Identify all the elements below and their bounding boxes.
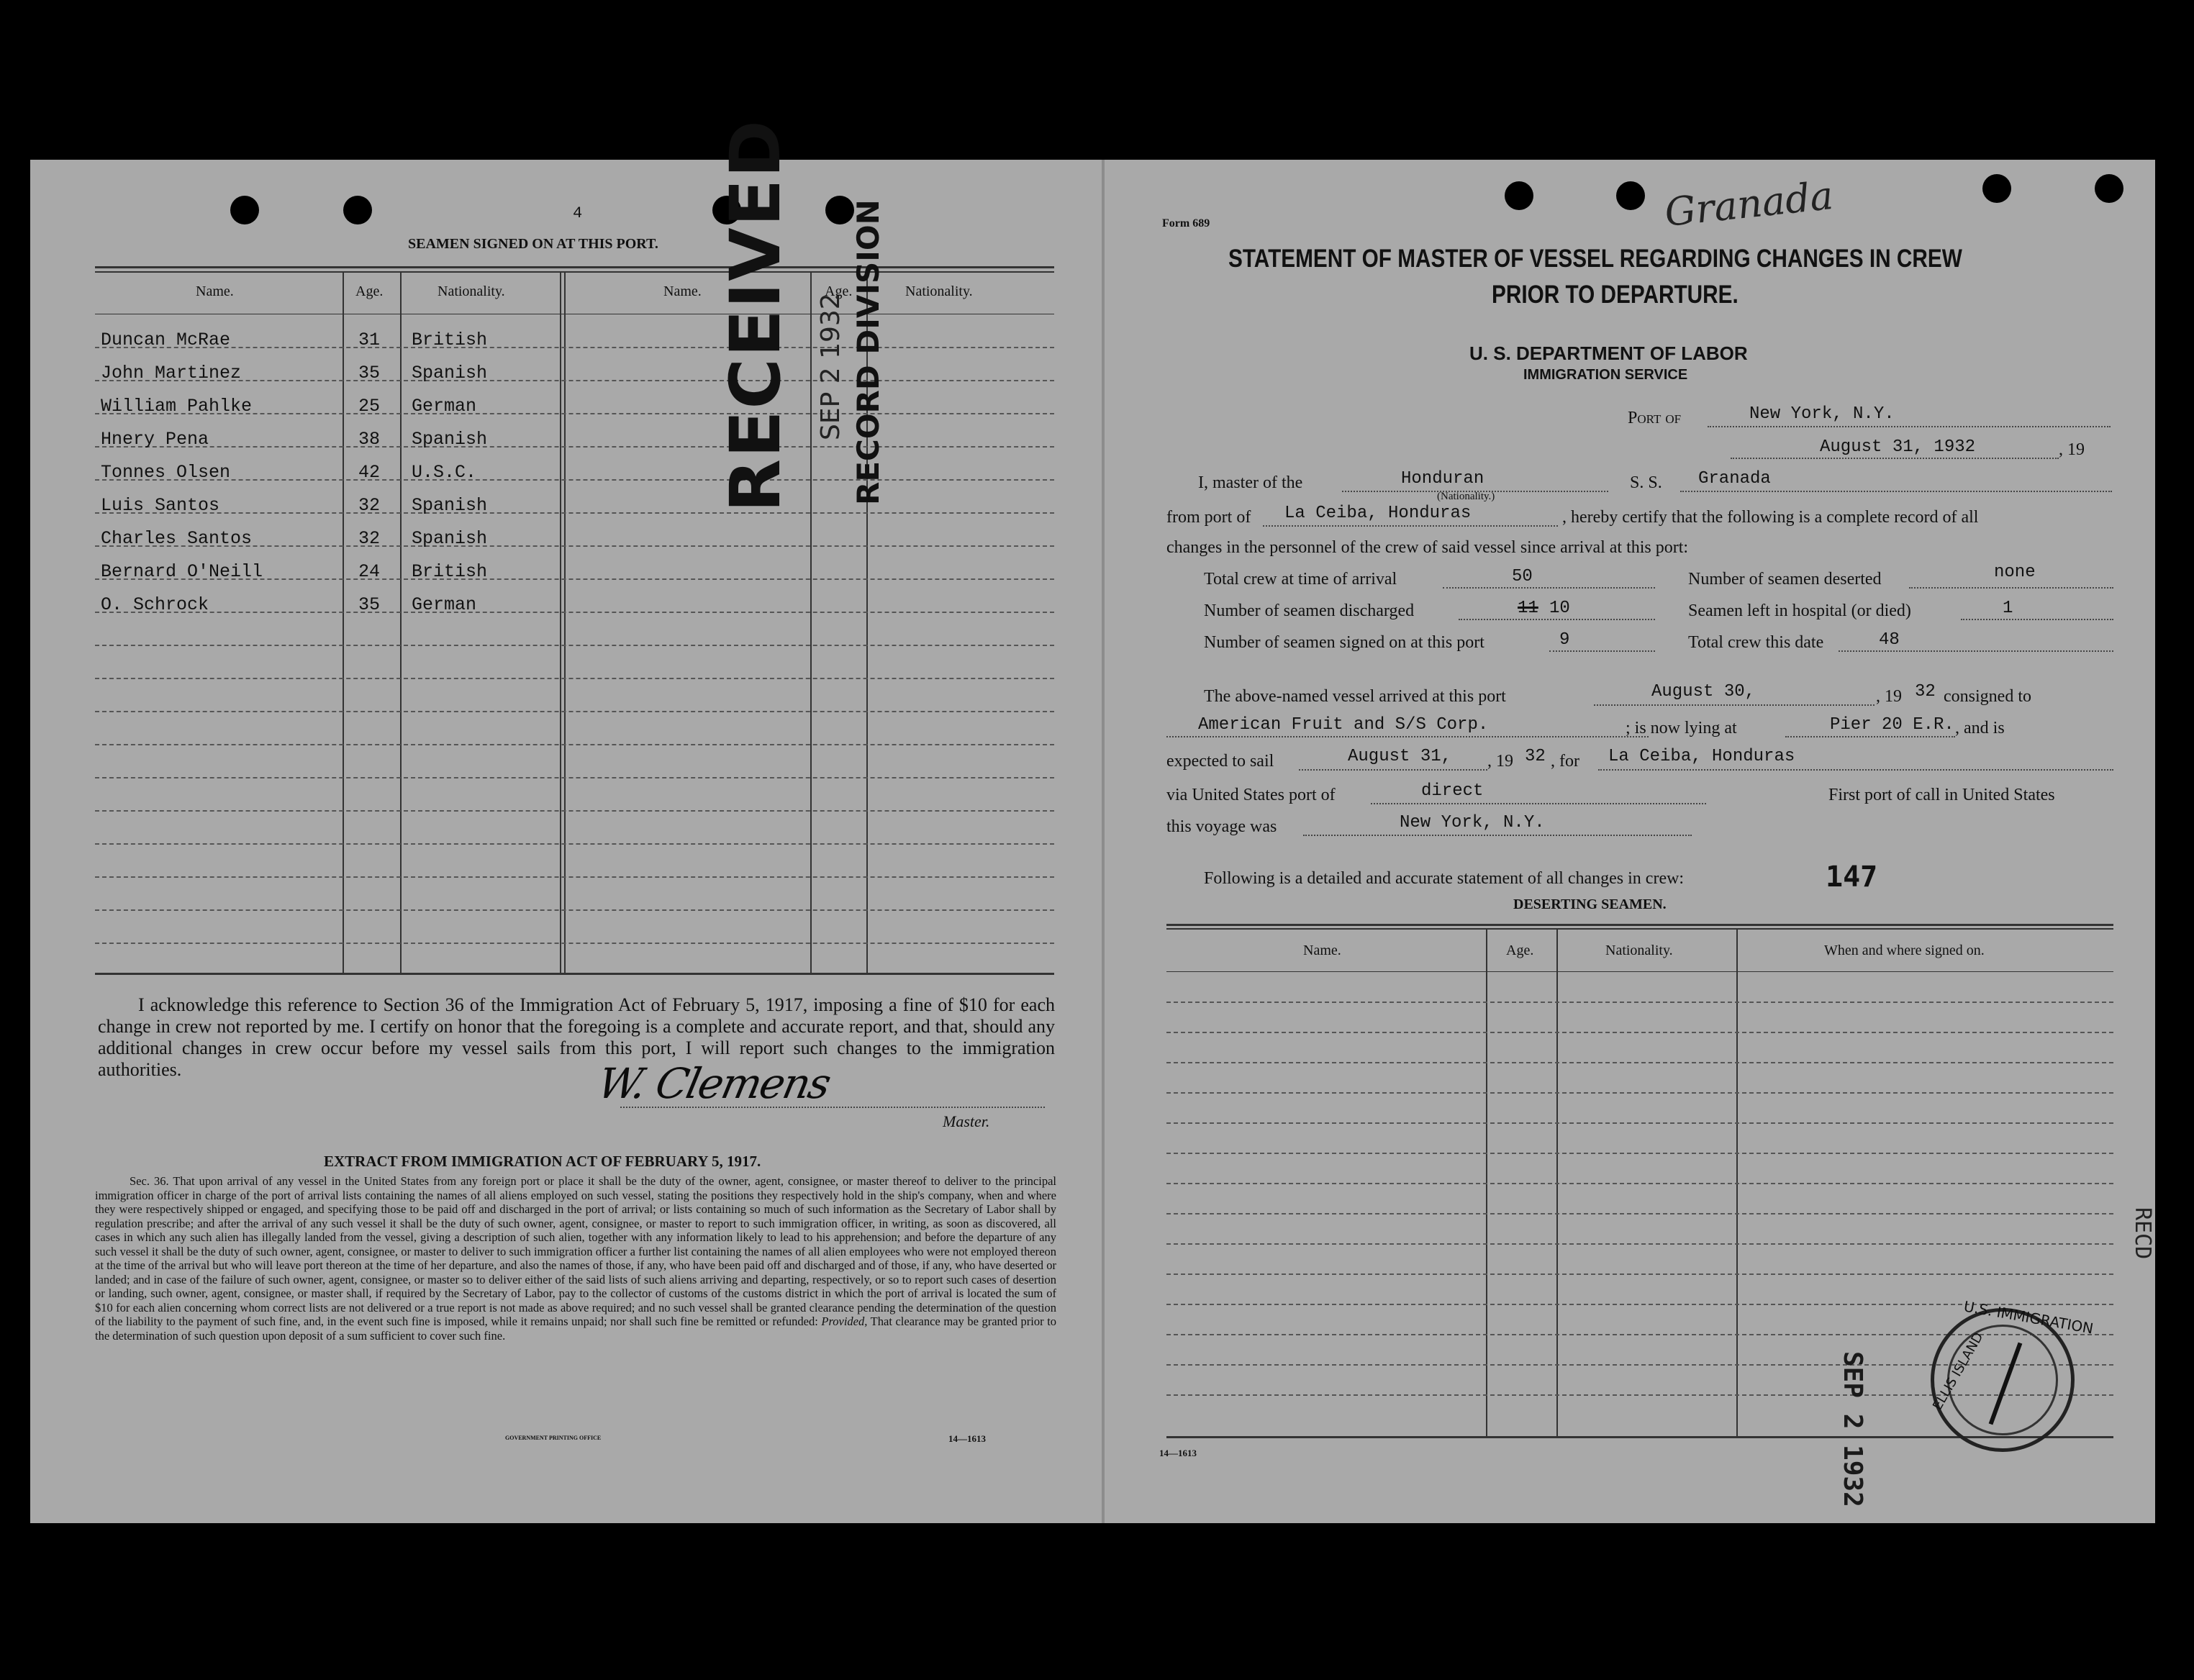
- column-header-age: Age.: [355, 283, 384, 299]
- seaman-name: Bernard O'Neill: [101, 561, 263, 582]
- seaman-name: Tonnes Olsen: [101, 462, 231, 483]
- seaman-age: 35: [358, 594, 381, 615]
- printer-mark: GOVERNMENT PRINTING OFFICE: [505, 1435, 602, 1441]
- total-crew-date-label: Total crew this date: [1688, 633, 1824, 652]
- for-label: , for: [1551, 752, 1579, 771]
- row-rule: [1166, 1092, 2113, 1094]
- punch-hole: [1505, 181, 1533, 210]
- ship-name: Granada: [1698, 469, 1771, 489]
- deserting-table-top-rule: [1166, 924, 2113, 926]
- row-rule: [1166, 1243, 2113, 1245]
- department-name: U. S. DEPARTMENT OF LABOR: [1469, 342, 1748, 364]
- signed-on-value: 9: [1559, 630, 1570, 650]
- seaman-age: 32: [358, 495, 381, 516]
- column-divider: [810, 271, 812, 973]
- seaman-age: 32: [358, 528, 381, 549]
- expected-label: expected to sail: [1166, 752, 1274, 771]
- column-header-nationality: Nationality.: [438, 283, 505, 299]
- voyage-line: [1303, 835, 1692, 836]
- row-rule: [95, 512, 1054, 514]
- destination: La Ceiba, Honduras: [1608, 747, 1795, 766]
- total-crew-date-value: 48: [1879, 630, 1900, 650]
- punch-hole: [230, 196, 259, 224]
- signed-on-line: [1549, 650, 1655, 652]
- column-header-name: Name.: [196, 283, 234, 299]
- seaman-name: John Martinez: [101, 363, 242, 383]
- arrival-date-line: [1594, 704, 1875, 706]
- seamen-signed-title: SEAMEN SIGNED ON AT THIS PORT.: [408, 236, 658, 252]
- discharged-label: Number of seamen discharged: [1204, 601, 1415, 620]
- hospital-label: Seamen left in hospital (or died): [1688, 601, 1911, 620]
- discharged-struck-value: 11: [1518, 599, 1538, 618]
- via-line: [1371, 803, 1706, 804]
- column-divider: [564, 271, 566, 973]
- row-rule: [1166, 1122, 2113, 1125]
- column-header-age: Age.: [825, 283, 853, 299]
- form-title-line2: PRIOR TO DEPARTURE.: [1492, 281, 1739, 309]
- lying-label: ; is now lying at: [1626, 719, 1737, 737]
- extract-proviso: That clearance may be granted prior to the determination of such question upon deposit of a sum sufficient to cover such fine.: [95, 1315, 1057, 1343]
- deserting-column-nationality: Nationality.: [1605, 943, 1673, 958]
- deserting-column-name: Name.: [1303, 943, 1341, 958]
- seaman-nationality: German: [412, 594, 477, 615]
- master-of-label: I, master of the: [1198, 473, 1303, 492]
- pier-line: [1785, 736, 1955, 737]
- changes-text: changes in the personnel of the crew of said vessel since arrival at this port:: [1166, 538, 1689, 557]
- service-name: IMMIGRATION SERVICE: [1523, 367, 1688, 383]
- signature-line: [620, 1107, 1045, 1108]
- discharged-value: 10: [1549, 599, 1570, 618]
- row-rule: [95, 645, 1054, 647]
- seaman-name: Duncan McRae: [101, 330, 231, 350]
- deserted-line: [1909, 587, 2113, 589]
- voyage-value: New York, N.Y.: [1400, 813, 1545, 832]
- deserted-value: none: [1994, 563, 2036, 582]
- stamp-inner-ring: [1947, 1325, 2058, 1435]
- record-division-stamp: RECORD DIVISION: [851, 199, 886, 505]
- deserting-table-top-rule: [1166, 928, 2113, 930]
- consigned-label: consigned to: [1944, 687, 2031, 706]
- extract-title: EXTRACT FROM IMMIGRATION ACT OF FEBRUARY 5, 1917.: [324, 1153, 761, 1170]
- and-is-text: , and is: [1955, 719, 2005, 737]
- destination-line: [1598, 769, 2113, 771]
- seaman-age: 24: [358, 561, 381, 582]
- date-line: [1731, 458, 2059, 459]
- immigration-circle-stamp: [1930, 1297, 2095, 1452]
- column-divider: [1556, 928, 1558, 1436]
- seaman-name: Hnery Pena: [101, 429, 209, 450]
- arrival-year: 32: [1915, 682, 1936, 701]
- port-line: [1708, 426, 2111, 427]
- row-rule: [1166, 1153, 2113, 1155]
- seaman-name: Charles Santos: [101, 528, 253, 549]
- nationality-value: Honduran: [1401, 469, 1484, 489]
- from-port-line: [1263, 525, 1558, 527]
- row-rule: [1166, 1213, 2113, 1215]
- seaman-nationality: U.S.C.: [412, 462, 477, 483]
- row-rule: [95, 711, 1054, 713]
- from-port-label: from port of: [1166, 508, 1251, 527]
- row-rule: [1166, 1062, 2113, 1064]
- via-value: direct: [1421, 781, 1484, 801]
- received-stamp-date: SEP 2 1932: [816, 293, 846, 440]
- form-number: Form 689: [1162, 217, 1210, 230]
- seaman-nationality: Spanish: [412, 495, 488, 516]
- punch-hole: [343, 196, 372, 224]
- sail-year-prefix: , 19: [1487, 752, 1513, 771]
- seaman-age: 35: [358, 363, 381, 383]
- sail-date-line: [1299, 769, 1487, 771]
- table-top-rule: [95, 271, 1054, 273]
- table-bottom-rule: [95, 973, 1054, 975]
- row-rule: [1166, 1002, 2113, 1004]
- arrival-date: August 30,: [1651, 682, 1756, 701]
- row-rule: [95, 744, 1054, 746]
- pier: Pier 20 E.R.: [1830, 715, 1954, 735]
- extract-text: [95, 1174, 1056, 1343]
- row-rule: [95, 479, 1054, 481]
- deserted-label: Number of seamen deserted: [1688, 570, 1882, 589]
- extract-proviso-lead: Provided,: [821, 1315, 868, 1328]
- arrival-year-prefix: , 19: [1876, 687, 1902, 706]
- column-divider: [1736, 928, 1738, 1436]
- seaman-nationality: German: [412, 396, 477, 417]
- ship-name-line: [1680, 491, 2112, 492]
- row-rule: [95, 810, 1054, 812]
- date-value: August 31, 1932: [1820, 437, 1976, 457]
- seaman-nationality: Spanish: [412, 363, 488, 383]
- margin-received-stamp: RECD: [2130, 1207, 2155, 1260]
- punch-hole: [825, 196, 854, 224]
- total-crew-arrival-value: 50: [1512, 567, 1533, 586]
- received-stamp: RECEIVED: [715, 119, 796, 512]
- row-rule: [1166, 1273, 2113, 1276]
- seaman-age: 31: [358, 330, 381, 350]
- sail-year: 32: [1525, 747, 1546, 766]
- arrival-text: The above-named vessel arrived at this port: [1204, 687, 1506, 706]
- column-divider: [400, 271, 402, 973]
- master-label: Master.: [943, 1112, 990, 1130]
- row-rule: [95, 943, 1054, 945]
- stamp-bottom-text: ELLIS ISLAND: [1930, 1330, 1987, 1413]
- from-port-value: La Ceiba, Honduras: [1284, 504, 1472, 523]
- seaman-nationality: British: [412, 561, 488, 582]
- voyage-label: this voyage was: [1166, 817, 1277, 836]
- signed-on-label: Number of seamen signed on at this port: [1204, 633, 1484, 652]
- form-code: 14—1613: [948, 1433, 986, 1444]
- seaman-nationality: Spanish: [412, 429, 488, 450]
- ss-label: S. S.: [1630, 473, 1662, 492]
- date-suffix: , 19: [2059, 440, 2085, 459]
- seaman-name: Luis Santos: [101, 495, 220, 516]
- following-text: Following is a detailed and accurate statement of all changes in crew:: [1204, 869, 1685, 888]
- first-port-label: First port of call in United States: [1828, 786, 2055, 804]
- seaman-name: William Pahlke: [101, 396, 253, 417]
- row-rule: [95, 843, 1054, 845]
- deserting-column-when-where: When and where signed on.: [1824, 943, 1985, 958]
- deserting-seamen-title: DESERTING SEAMEN.: [1513, 896, 1667, 912]
- row-rule: [95, 446, 1054, 448]
- total-crew-date-line: [1839, 650, 2113, 652]
- nationality-caption: (Nationality.): [1437, 491, 1495, 502]
- seaman-age: 25: [358, 396, 381, 417]
- row-rule: [95, 876, 1054, 878]
- row-rule: [95, 909, 1054, 912]
- hospital-value: 1: [2003, 599, 2013, 618]
- column-header-nationality: Nationality.: [905, 283, 973, 299]
- column-divider: [560, 271, 561, 973]
- via-label: via United States port of: [1166, 786, 1336, 804]
- seaman-age: 42: [358, 462, 381, 483]
- punch-hole: [1616, 181, 1645, 210]
- sail-date: August 31,: [1348, 747, 1452, 766]
- consignee-line: [1166, 736, 1649, 737]
- row-rule: [95, 777, 1054, 779]
- row-rule: [95, 678, 1054, 680]
- seaman-age: 38: [358, 429, 381, 450]
- seaman-nationality: Spanish: [412, 528, 488, 549]
- consignee: American Fruit and S/S Corp.: [1198, 715, 1489, 735]
- row-rule: [95, 347, 1054, 349]
- total-crew-arrival-line: [1443, 587, 1655, 589]
- row-rule: [1166, 1032, 2113, 1034]
- certify-text: , hereby certify that the following is a complete record of all: [1562, 508, 1979, 527]
- punch-hole: [1982, 174, 2011, 203]
- right-page: [1105, 160, 2155, 1523]
- row-rule: [95, 612, 1054, 614]
- table-top-rule: [95, 266, 1054, 268]
- header-rule: [1166, 971, 2113, 972]
- master-signature: W. Clemens: [593, 1059, 835, 1108]
- row-rule: [1166, 1183, 2113, 1185]
- received-date-stamp: SEP 2 1932: [1838, 1351, 1867, 1507]
- extract-body: Sec. 36. That upon arrival of any vessel in the United States from any foreign port or place it shall be the duty of the owner, agent, consignee, or master thereof to deliver to the principal immigration officer in charge of the port of arrival lists containing the names of all aliens employed on such vessel, stating the positions they respectively hold in the ship's company, when and where they were respectively shipped or engaged, and specifying those to be paid off and discharged in the port of arrival; or lists containing so much of such information as the Secretary of Labor shall by regulation prescribe; and after the arrival of any such vessel it shall be the duty of such owner, agent, consignee, or master to report to such immigration officer, in writing, as soon as discovered, all cases in which any such alien has illegally landed from the vessel, giving a description of such alien, together with any information likely to lead to his apprehension; and before the departure of any such vessel it shall be the duty of such owner, agent, consignee, or master to deliver to such immigration officer a further list containing the names of all alien employees who were not employed thereon at the time of the arrival but who will leave port thereon at the time of her departure, and also the names of those, if any, who have been paid off and discharged and of those, if any, who have deserted or landed; and in case of the failure of such owner, agent, consignee, or master so to deliver either of the said lists of such aliens arriving and departing, respectively, or so to report such cases of desertion or landing, such owner, agent, consignee, or master shall, if required by the Secretary of Labor, pay to the collector of customs of the customs district in which the port of arrival is located the sum of $10 for each alien concerning whom correct lists are not delivered or a true report is not made as above required; and no such vessel shall be granted clearance pending the determination of the question of the liability to the payment of such fine, and, in the event such fine is imposed, while it remains unpaid; nor shall such fine be remitted or refunded:: [95, 1174, 1056, 1328]
- handwritten-ship-note: Granada: [1662, 172, 1836, 236]
- form-code: 14—1613: [1159, 1448, 1197, 1458]
- form-title-line1: STATEMENT OF MASTER OF VESSEL REGARDING CHANGES IN CREW: [1228, 245, 1962, 273]
- seaman-nationality: British: [412, 330, 488, 350]
- deserting-column-age: Age.: [1506, 943, 1534, 958]
- punch-hole: [2095, 174, 2123, 203]
- column-header-name: Name.: [663, 283, 702, 299]
- handwritten-number: 147: [1826, 861, 1878, 894]
- acknowledgement-text: I acknowledge this reference to Section 36 of the Immigration Act of February 5, 1917, imposing a fine of $10 for each change in crew not reported by me. I certify on honor that the foregoing is a complete and accurate report, and that, should any additional changes in crew occur before my vessel sails from this port, I will report such changes to the immigration authorities.: [98, 994, 1055, 1080]
- hospital-line: [1961, 619, 2113, 620]
- total-crew-arrival-label: Total crew at time of arrival: [1204, 570, 1397, 589]
- port-label: Port of: [1628, 409, 1682, 427]
- discharged-line: [1459, 619, 1655, 620]
- page-number: 4: [573, 204, 583, 222]
- stamp-top-text: U.S. IMMIGRATION: [1962, 1297, 2095, 1338]
- seaman-name: O. Schrock: [101, 594, 209, 615]
- left-page: [30, 119, 1105, 1523]
- column-divider: [343, 271, 344, 973]
- port-value: New York, N.Y.: [1749, 404, 1895, 424]
- column-divider: [1486, 928, 1487, 1436]
